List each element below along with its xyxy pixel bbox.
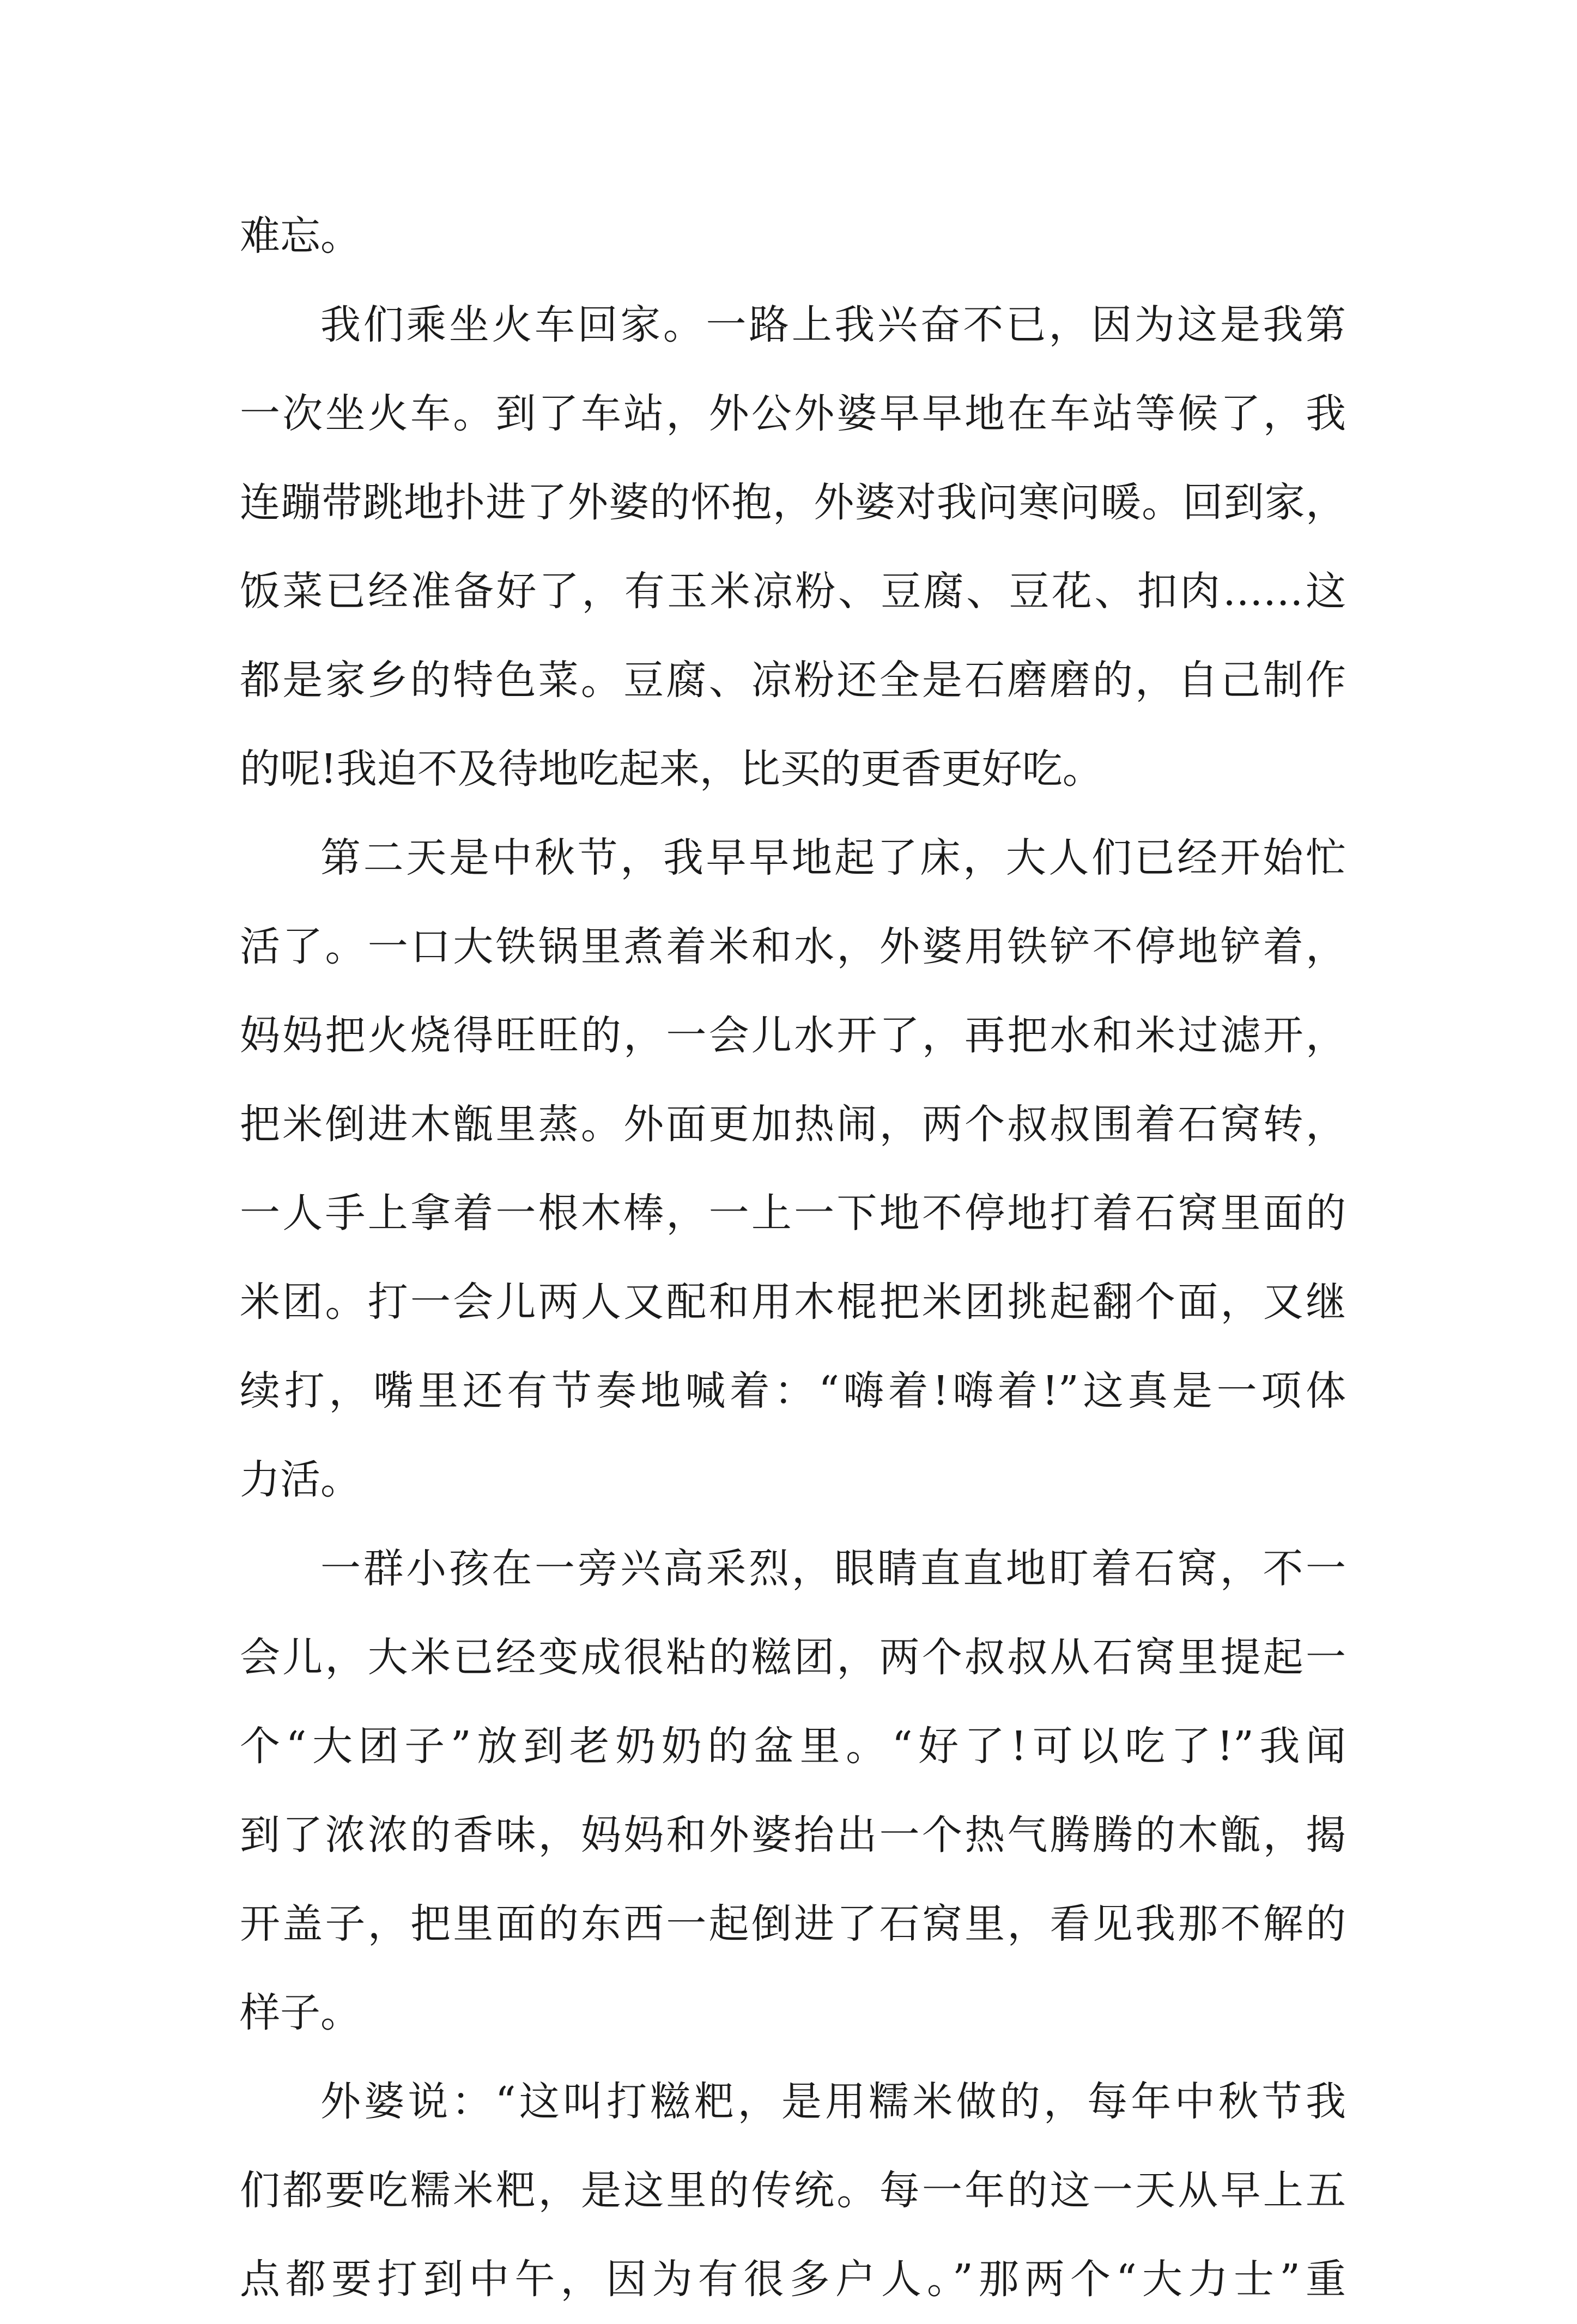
paragraph [240,281,1346,814]
text-line: 我们乘坐火车回家。一路上我兴奋不已，因为这是我第 [320,301,1346,348]
text-line: 妈妈把火烧得旺旺的，一会儿水开了，再把水和米过滤开， [240,1012,1346,1059]
text-line: 开盖子，把里面的东西一起倒进了石窝里，看见我那不解的 [240,1901,1346,1947]
text-line: 力活。 [240,1456,361,1503]
text-line: 把米倒进木甑里蒸。外面更加热闹，两个叔叔围着石窝转， [240,1101,1346,1148]
text-line: 第二天是中秋节，我早早地起了床，大人们已经开始忙 [320,834,1346,881]
text-line: 样子。 [240,1989,361,2036]
text-line: 点都要打到中午，因为有很多户人。”那两个“大力士”重 [240,2256,1346,2303]
text-line: 外婆说：“这叫打糍粑，是用糯米做的，每年中秋节我 [320,2078,1346,2125]
text-line: 都是家乡的特色菜。豆腐、凉粉还全是石磨磨的，自己制作 [240,657,1346,704]
text-line: 会儿，大米已经变成很粘的糍团，两个叔叔从石窝里提起一 [240,1634,1346,1681]
text-line: 们都要吃糯米粑，是这里的传统。每一年的这一天从早上五 [240,2167,1346,2214]
text-line: 米团。打一会儿两人又配和用木棍把米团挑起翻个面，又继 [240,1279,1346,1326]
text-line: 到了浓浓的香味，妈妈和外婆抬出一个热气腾腾的木甑，揭 [240,1812,1346,1859]
text-line: 个“大团子”放到老奶奶的盆里。“好了!可以吃了!”我闻 [240,1723,1346,1770]
text-line: 续打，嘴里还有节奏地喊着：“嗨着!嗨着!”这真是一项体 [240,1367,1346,1414]
paragraph [240,814,1346,1524]
text-line: 的呢!我迫不及待地吃起来，比买的更香更好吃。 [240,746,1103,792]
text-line: 难忘。 [240,213,361,259]
text-line: 一群小孩在一旁兴高采烈，眼睛直直地盯着石窝，不一 [320,1545,1346,1592]
text-line: 一次坐火车。到了车站，外公外婆早早地在车站等候了，我 [240,390,1346,437]
text-line: 饭菜已经准备好了，有玉米凉粉、豆腐、豆花、扣肉……这 [240,568,1346,615]
paragraph [240,192,1346,281]
text-line: 一人手上拿着一根木棒，一上一下地不停地打着石窝里面的 [240,1190,1346,1237]
paragraph [240,1524,1346,2057]
document-body [240,192,1346,2324]
text-line: 连蹦带跳地扑进了外婆的怀抱，外婆对我问寒问暖。回到家， [240,479,1346,526]
paragraph [240,2057,1346,2324]
text-line: 活了。一口大铁锅里煮着米和水，外婆用铁铲不停地铲着， [240,923,1346,970]
